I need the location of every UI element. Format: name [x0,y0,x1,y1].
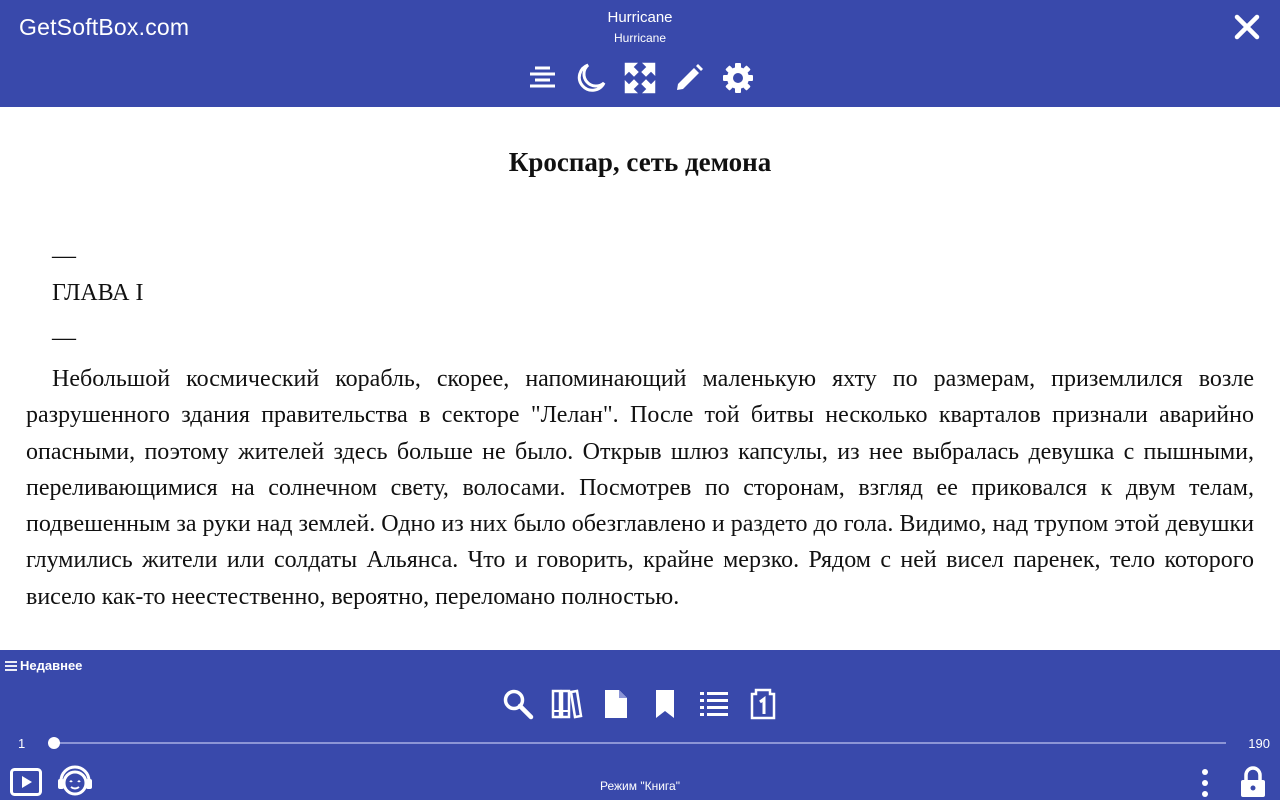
paragraph [26,361,1254,615]
text-align-button[interactable] [526,60,558,96]
lock-button[interactable] [1238,766,1268,798]
paragraph-text: Небольшой космический корабль, скорее, напоминающий маленькую яхту по размерам, приземлился возле разрушенного здания правительства в секторе "Лелан". После той битвы несколько кварталов признали аварийно опасными, поэтому жителей здесь больше не было. Открыв шлюз капсулы, из нее выбралась девушка с пышными, переливающимися на солнечном свету, волосами. Посмотрев по сторонам, взгляд ее приковался к двум телам, подвешенным за руки над землей. Одно из них было обезглавлено и раздето до гола. Видимо, над трупом этой девушки глумились жители или солдаты Альянса. Что и говорить, крайне мерзко. Рядом с ней висел паренек, тело которого висело как-то неестественно, вероятно, переломано полностью. [26,366,1254,610]
search-icon [502,688,534,720]
pencil-icon [673,62,705,94]
document-icon [600,688,632,720]
separator-dash: — [52,325,76,351]
bottom-toolbar [0,686,1280,722]
more-vertical-icon [1195,768,1215,798]
slider-thumb[interactable] [48,737,60,749]
fullscreen-icon [624,62,656,94]
settings-button[interactable] [722,60,754,96]
page-number-icon [747,688,779,720]
page-min: 1 [18,736,26,751]
text-align-icon [526,62,558,94]
go-to-page-button[interactable] [747,686,779,722]
reading-mode-label: Режим "Книга" [600,779,680,793]
page-slider[interactable] [0,732,1280,752]
gear-icon [722,62,754,94]
close-button[interactable] [1232,12,1262,42]
recent-label: Недавнее [20,658,83,673]
play-button[interactable] [10,768,42,796]
menu-icon [5,660,17,672]
library-button[interactable] [551,686,583,722]
document-button[interactable] [600,686,632,722]
night-mode-button[interactable] [575,60,607,96]
recent-button[interactable] [5,658,82,673]
chapter-label: ГЛАВА I [52,280,144,306]
bottom-bar [0,650,1280,800]
search-button[interactable] [502,686,534,722]
more-options-button[interactable] [1195,768,1215,798]
play-icon [10,768,42,796]
headphones-icon [56,762,94,798]
book-title: Hurricane [607,9,673,26]
text-to-speech-button[interactable] [56,762,94,798]
lock-icon [1238,766,1268,798]
watermark: GetSoftBox.com [19,14,190,40]
slider-track[interactable] [54,742,1226,744]
library-icon [551,688,583,720]
edit-button[interactable] [673,60,705,96]
bookmark-button[interactable] [649,686,681,722]
reader-toolbar [0,60,1280,96]
chapter-title: Кроспар, сеть демона [508,147,772,177]
fullscreen-button[interactable] [624,60,656,96]
book-author: Hurricane [613,31,667,45]
page-max: 190 [1248,736,1270,751]
separator-dash: — [52,243,76,269]
contents-list-icon [698,688,730,720]
book-page[interactable] [0,107,1280,650]
close-icon [1232,12,1262,42]
bookmark-icon [649,688,681,720]
contents-button[interactable] [698,686,730,722]
night-mode-icon [575,62,607,94]
top-bar [0,0,1280,107]
